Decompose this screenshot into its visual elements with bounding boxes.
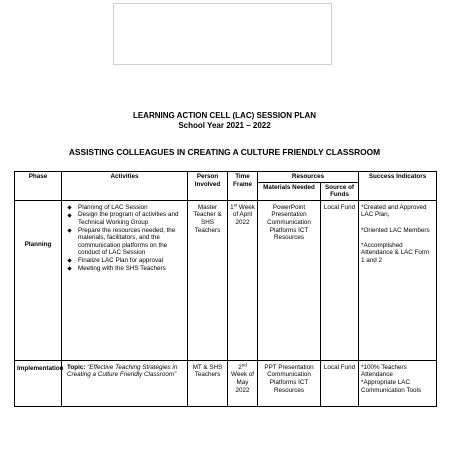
activities-implementation [62,360,188,406]
list-item: Meeting with the SHS Teachers [67,265,185,273]
time-rest: Week of May 2022 [231,371,254,394]
header-row [15,172,437,183]
header-funds: Source of Funds [321,182,359,200]
success-item: *Oriented LAC Members [361,226,430,234]
header-activities: Activities [62,172,188,201]
materials-implementation: PPT Presentation Communication Platforms ICT Resources [258,360,321,406]
success-item: *Created and Approved LAC Plan, [361,203,427,219]
table-row-implementation [15,360,437,406]
time-day: 1 [230,203,234,211]
phase-planning: Planning [15,200,62,360]
time-implementation [228,360,258,406]
success-implementation [359,360,437,406]
header-person: Person Involved [188,172,228,201]
list-item: Finalize LAC Plan for approval [67,257,185,265]
list-item: Prepare the resources needed, the materials, facilitators, and the communication platforms on the conduct of LAC Session [67,227,185,257]
person-planning: Master Teacher & SHS Teachers [188,200,228,360]
time-planning [228,200,258,360]
header-phase: Phase [15,172,62,201]
time-rest: Week of April 2022 [232,203,255,226]
funds-implementation: Local Fund [321,360,359,406]
header-resources: Resources [258,172,359,183]
success-item: *100% Teachers Attendance [361,363,407,379]
table-row-planning [15,200,437,360]
topic-text: “Effective Teaching Strategies in Creating a Culture Friendly Classroom” [67,363,178,379]
time-day: 2 [238,363,242,371]
header-time: Time Frame [228,172,258,201]
header-success: Success Indicators [359,172,437,201]
document-title: LEARNING ACTION CELL (LAC) SESSION PLAN [132,111,317,120]
time-ordinal: st [233,202,238,208]
person-implementation: MT & SHS Teachers [188,360,228,406]
logo-image-placeholder [113,3,332,65]
activities-planning [62,200,188,360]
header-materials: Materials Needed [258,182,321,200]
list-item: Design the program of activities and Technical Working Group [67,211,185,226]
phase-implementation: Implementation [15,360,62,406]
time-ordinal: nd [241,362,247,368]
document-subtitle: ASSISTING COLLEAGUES IN CREATING A CULTURE FRIENDLY CLASSROOM [68,147,381,157]
success-planning [359,200,437,360]
list-item: Planning of LAC Session [67,204,185,212]
success-item: *Appropriate LAC Communication Tools [361,378,422,394]
school-year: School Year 2021 – 2022 [178,121,271,130]
session-plan-table [14,171,437,407]
topic-label: Topic: [67,363,86,371]
success-item: *Accomplished Attendance & LAC Form 1 and 2 [361,241,430,264]
funds-planning: Local Fund [321,200,359,360]
materials-planning: PowerPoint Presentation Communication Platforms ICT Resources [258,200,321,360]
activity-list [67,204,185,272]
